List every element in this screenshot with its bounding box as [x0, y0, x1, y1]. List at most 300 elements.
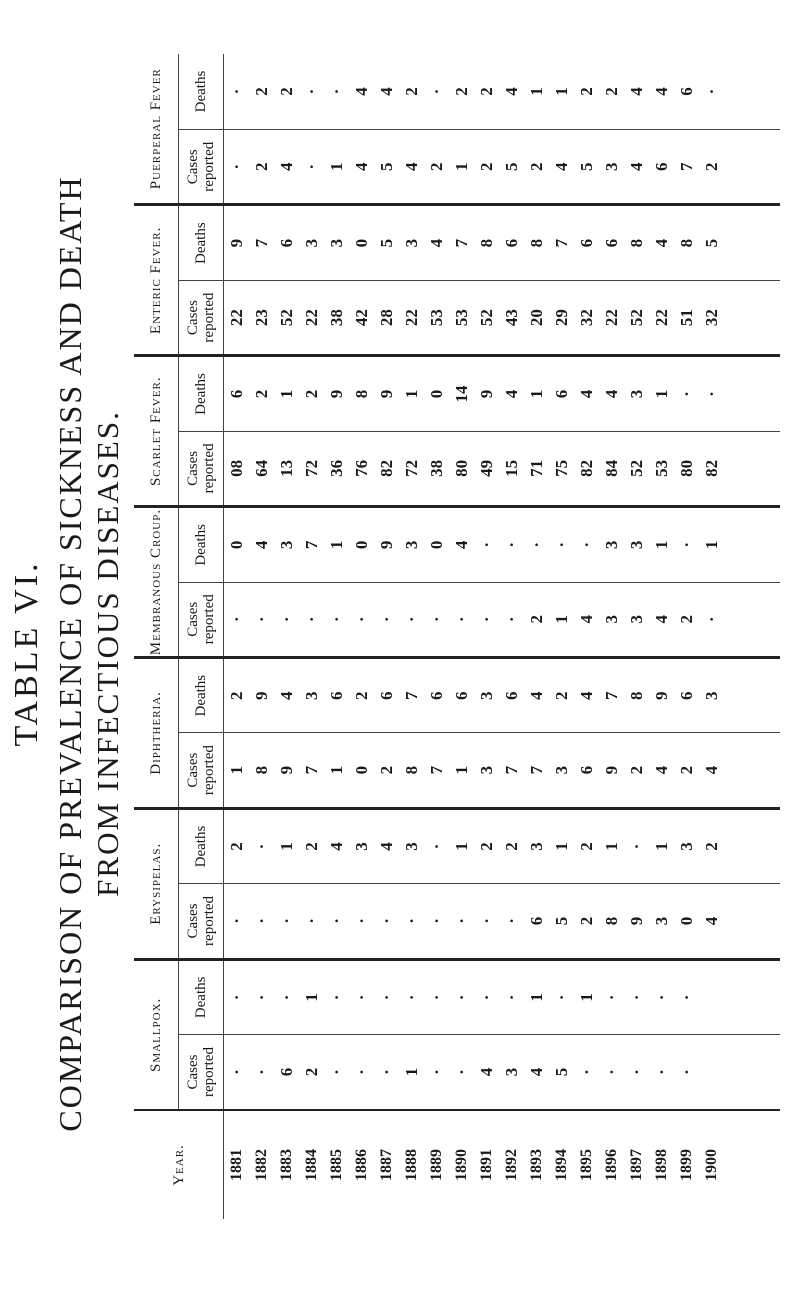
table-cell: 2 [702, 842, 721, 851]
table-cell: 2 [477, 162, 496, 171]
table-cell: 6 [577, 238, 596, 248]
table-cell: 6 [277, 238, 296, 248]
disease-header-enteric: Enteric Fever. [134, 205, 179, 356]
table-cell: 7 [402, 691, 421, 700]
table-cell: 0 [677, 916, 696, 926]
table-cell: 6 [427, 691, 446, 700]
table-cell: · [352, 918, 371, 924]
table-cell: 3 [677, 842, 696, 851]
table-cell: · [477, 542, 496, 548]
table-cell: 5 [577, 162, 596, 171]
table-cell: 2 [377, 765, 396, 775]
table-cell: · [252, 843, 271, 850]
table-cell: 7 [252, 238, 271, 248]
table-cell: 4 [477, 1067, 496, 1077]
scarlet-deaths [224, 356, 781, 431]
table-cell: · [677, 542, 696, 548]
table-cell: 0 [352, 238, 371, 248]
table-cell: 1 [602, 842, 621, 851]
table-cell: 32 [577, 309, 596, 327]
table-cell: 4 [527, 1067, 546, 1077]
title-block [0, 0, 130, 1307]
table-cell: · [477, 616, 496, 623]
year-column [224, 1110, 781, 1219]
table-cell: · [252, 918, 271, 924]
table-cell: · [227, 1069, 246, 1075]
table-cell: 4 [527, 691, 546, 700]
table-cell: 1 [327, 162, 346, 171]
table-cell: 1896 [603, 1149, 620, 1181]
table-cell: 1900 [703, 1149, 720, 1181]
table-cell: 4 [702, 765, 721, 775]
table-cell: · [502, 616, 521, 623]
table-cell: 14 [452, 385, 471, 403]
table-cell: 1 [277, 842, 296, 851]
table-cell: 4 [377, 87, 396, 96]
table-cell: 1886 [353, 1149, 370, 1181]
table-cell: · [377, 616, 396, 623]
table-cell: · [427, 88, 446, 95]
table-cell: 4 [402, 162, 421, 171]
table-cell: 7 [502, 765, 521, 775]
table-cell: 64 [252, 459, 271, 477]
table-cell: 1 [302, 993, 321, 1002]
table-cell: 52 [277, 309, 296, 327]
table-cell: 5 [702, 238, 721, 248]
table-cell: · [327, 88, 346, 95]
table-cell: 9 [652, 691, 671, 700]
table-cell: 7 [527, 765, 546, 775]
table-cell: 80 [452, 459, 471, 477]
table-cell: · [552, 542, 571, 548]
table-cell: 4 [502, 389, 521, 399]
table-cell: 52 [627, 309, 646, 327]
deaths-header: Deaths [179, 959, 224, 1034]
smallpox-deaths [224, 959, 781, 1034]
table-cell: · [452, 918, 471, 924]
table-cell: 52 [477, 309, 496, 327]
table-cell: 82 [702, 459, 721, 477]
table-cell: · [677, 1069, 696, 1075]
table-cell: 2 [677, 765, 696, 775]
table-cell: 4 [652, 765, 671, 775]
table-cell: 1 [702, 540, 721, 550]
table-cell: 4 [277, 162, 296, 171]
disease-header-row [134, 54, 179, 1219]
table-cell: 8 [252, 765, 271, 775]
table-cell: 3 [402, 540, 421, 550]
table-cell: 3 [702, 691, 721, 700]
table-cell: 8 [352, 389, 371, 399]
table-cell: 15 [502, 459, 521, 477]
table-cell: 4 [377, 842, 396, 851]
table-cell: 2 [577, 842, 596, 851]
table-cell: 6 [677, 87, 696, 96]
table-cell: 36 [327, 459, 346, 477]
table-cell: 1 [527, 389, 546, 399]
croup-deaths [224, 507, 781, 582]
table-cell: · [277, 918, 296, 924]
table-cell: · [427, 843, 446, 850]
table-cell: 9 [227, 238, 246, 248]
table-cell: 8 [627, 238, 646, 248]
table-cell: · [577, 542, 596, 548]
table-cell: · [627, 843, 646, 850]
table-cell: 9 [477, 389, 496, 399]
table-cell: 8 [677, 238, 696, 248]
table-cell: 22 [402, 309, 421, 327]
table-cell: · [677, 391, 696, 397]
table-cell: 6 [552, 389, 571, 399]
table-cell: 6 [527, 916, 546, 926]
table-cell: 3 [502, 1067, 521, 1077]
table-cell: 4 [602, 389, 621, 399]
puerperal-deaths [224, 54, 781, 130]
table-cell: 2 [427, 162, 446, 171]
sickness-death-table [134, 54, 780, 1219]
table-cell: 3 [402, 238, 421, 248]
table-cell: 4 [427, 238, 446, 248]
table-cell: 1 [277, 389, 296, 399]
table-cell: 22 [302, 309, 321, 327]
table-cell: 4 [702, 916, 721, 926]
table-cell: · [227, 88, 246, 95]
table-cell: · [327, 1069, 346, 1075]
table-cell: 0 [352, 540, 371, 550]
table-cell: 3 [652, 916, 671, 926]
table-cell: 1890 [453, 1149, 470, 1181]
disease-header-smallpox: Smallpox. [134, 959, 179, 1110]
table-cell: 3 [602, 540, 621, 550]
smallpox-cases [224, 1035, 781, 1110]
table-cell: 1883 [278, 1149, 295, 1181]
table-cell: 53 [652, 459, 671, 477]
table-cell: · [352, 616, 371, 623]
table-cell: 29 [552, 309, 571, 327]
table-cell: 6 [327, 691, 346, 700]
table-cell: 3 [352, 842, 371, 851]
table-cell: 5 [552, 1067, 571, 1077]
table-cell: 4 [452, 540, 471, 550]
table-cell: 3 [627, 615, 646, 624]
table-cell: 2 [277, 87, 296, 96]
table-cell: 1 [652, 842, 671, 851]
table-cell: 2 [252, 87, 271, 96]
table-cell: 5 [502, 162, 521, 171]
table-cell: 5 [377, 238, 396, 248]
table-cell: · [527, 542, 546, 548]
disease-header-scarlet: Scarlet Fever. [134, 356, 179, 507]
table-cell: 42 [352, 309, 371, 327]
table-cell: 2 [702, 162, 721, 171]
table-cell: 1891 [478, 1149, 495, 1181]
enteric-cases [224, 280, 781, 355]
table-cell: 7 [602, 691, 621, 700]
deaths-header: Deaths [179, 54, 224, 130]
table-cell: · [702, 391, 721, 397]
table-cell: 1882 [253, 1149, 270, 1181]
table-cell: 4 [277, 691, 296, 700]
cases-header: Cases reported [179, 280, 224, 355]
table-cell: · [302, 918, 321, 924]
table-cell: 23 [252, 309, 271, 327]
table-cell: 2 [577, 87, 596, 96]
title-line-2: FROM INFECTIOUS DISEASES. [90, 410, 125, 897]
table-cell: 4 [252, 540, 271, 550]
table-cell: · [502, 542, 521, 548]
table-cell: 9 [277, 765, 296, 775]
disease-header-erysipelas: Erysipelas. [134, 808, 179, 959]
table-cell: · [252, 994, 271, 1001]
table-cell: 72 [402, 459, 421, 477]
table-cell: 4 [577, 389, 596, 399]
table-cell: · [627, 994, 646, 1001]
table-cell: 51 [677, 309, 696, 327]
table-cell: · [452, 616, 471, 623]
table-cell: 4 [577, 691, 596, 700]
table-cell: 4 [552, 162, 571, 171]
table-cell: 5 [552, 916, 571, 926]
table-cell: 22 [602, 309, 621, 327]
table-cell: 0 [427, 389, 446, 399]
table-cell: 3 [477, 765, 496, 775]
table-cell: 80 [677, 459, 696, 477]
table-cell: 2 [502, 842, 521, 851]
table-cell: · [602, 994, 621, 1001]
table-cell: 1 [452, 162, 471, 171]
table-cell: 1 [552, 842, 571, 851]
table-cell: 4 [652, 615, 671, 624]
table-cell: 32 [702, 309, 721, 327]
table-cell: · [502, 994, 521, 1001]
table-cell: 6 [227, 389, 246, 399]
table-cell: 3 [552, 765, 571, 775]
disease-header-puerperal: Puerperal Fever [134, 54, 179, 205]
table-cell: 7 [302, 765, 321, 775]
table-cell: 9 [377, 540, 396, 550]
table-cell: 43 [502, 309, 521, 327]
table-cell: 1 [402, 389, 421, 399]
table-cell: 49 [477, 459, 496, 477]
enteric-deaths [224, 205, 781, 280]
table-cell: · [427, 616, 446, 623]
deaths-header: Deaths [179, 657, 224, 732]
table-cell: · [552, 994, 571, 1001]
table-cell: 1 [452, 765, 471, 775]
table-cell: · [377, 918, 396, 924]
table-cell: 1894 [553, 1149, 570, 1181]
table-cell: 6 [377, 691, 396, 700]
table-cell: 2 [252, 162, 271, 171]
table-cell: 2 [302, 1067, 321, 1077]
table-cell: 1 [577, 993, 596, 1002]
table-cell: 2 [477, 842, 496, 851]
table-cell: · [302, 88, 321, 95]
table-cell: 1 [652, 389, 671, 399]
table-cell: 38 [327, 309, 346, 327]
erysipelas-deaths [224, 808, 781, 883]
table-cell: 2 [452, 87, 471, 96]
table-cell: 6 [602, 238, 621, 248]
table-cell: · [627, 1069, 646, 1075]
table-cell: 4 [352, 87, 371, 96]
table-cell: 22 [227, 309, 246, 327]
table-cell: 1 [527, 993, 546, 1002]
diphtheria-deaths [224, 657, 781, 732]
table-cell: · [277, 994, 296, 1001]
table-cell: 1 [552, 615, 571, 624]
table-cell: · [227, 163, 246, 170]
table-cell: 4 [577, 615, 596, 624]
table-cell: 38 [427, 459, 446, 477]
cases-header: Cases reported [179, 431, 224, 506]
table-cell: 1 [652, 540, 671, 550]
table-cell: 2 [602, 87, 621, 96]
year-header: Year. [134, 1110, 224, 1219]
cases-header: Cases reported [179, 582, 224, 657]
table-cell: 2 [627, 765, 646, 775]
cases-header: Cases reported [179, 884, 224, 959]
table-cell: 7 [427, 765, 446, 775]
table-cell: 53 [452, 309, 471, 327]
table-cell: 53 [427, 309, 446, 327]
croup-cases [224, 582, 781, 657]
table-cell: 7 [677, 162, 696, 171]
table-cell: 20 [527, 309, 546, 327]
table-cell: 3 [602, 162, 621, 171]
table-cell: 1885 [328, 1149, 345, 1181]
table-cell: 0 [227, 540, 246, 550]
table-cell: 3 [602, 615, 621, 624]
table-cell: 9 [327, 389, 346, 399]
table-cell: 4 [327, 842, 346, 851]
data-row [224, 54, 781, 1219]
table-cell: 8 [402, 765, 421, 775]
table-cell: · [452, 994, 471, 1001]
table-cell: 0 [427, 540, 446, 550]
table-cell: 6 [652, 162, 671, 171]
deaths-header: Deaths [179, 205, 224, 280]
table-cell: 2 [227, 842, 246, 851]
table-cell: 8 [627, 691, 646, 700]
scarlet-cases [224, 431, 781, 506]
table-cell: · [702, 88, 721, 95]
table-cell: 9 [252, 691, 271, 700]
table-cell: 1898 [653, 1149, 670, 1181]
table-cell: · [427, 918, 446, 924]
table-cell: 3 [302, 238, 321, 248]
table-cell: 4 [627, 162, 646, 171]
table-cell: · [602, 1069, 621, 1075]
table-cell: 4 [652, 87, 671, 96]
table-cell: 2 [252, 389, 271, 399]
erysipelas-cases [224, 884, 781, 959]
table-cell: 2 [477, 87, 496, 96]
table-cell: 76 [352, 459, 371, 477]
table-cell: 8 [477, 238, 496, 248]
table-cell: 9 [377, 389, 396, 399]
table-cell: 3 [527, 842, 546, 851]
table-cell: · [652, 994, 671, 1001]
table-cell: · [377, 994, 396, 1001]
table-cell: 5 [377, 162, 396, 171]
cases-header: Cases reported [179, 130, 224, 205]
table-cell: · [427, 1069, 446, 1075]
table-cell: 8 [527, 238, 546, 248]
table-cell: 1 [327, 540, 346, 550]
cases-header: Cases reported [179, 733, 224, 808]
table-cell: 6 [502, 238, 521, 248]
title-line-1: COMPARISON OF PREVALENCE OF SICKNESS AND DEATH [52, 175, 88, 1132]
table-cell: 1895 [578, 1149, 595, 1181]
table-cell: 52 [627, 459, 646, 477]
table-cell: · [352, 1069, 371, 1075]
disease-header-diphtheria: Diphtheria. [134, 657, 179, 808]
table-cell: 72 [302, 459, 321, 477]
table-cell: 2 [527, 162, 546, 171]
table-cell: 3 [402, 842, 421, 851]
table-cell: 22 [652, 309, 671, 327]
table-cell: 1899 [678, 1149, 695, 1181]
table-cell: 6 [452, 691, 471, 700]
disease-header-croup: Membranous Croup. [134, 507, 179, 658]
table-cell: · [702, 616, 721, 623]
puerperal-cases [224, 130, 781, 205]
table-cell: 71 [527, 459, 546, 477]
table-cell: 9 [602, 765, 621, 775]
table-cell: · [402, 994, 421, 1001]
table-cell: · [652, 1069, 671, 1075]
table-cell: · [327, 616, 346, 623]
table-cell: · [277, 616, 296, 623]
table-cell: · [502, 918, 521, 924]
table-cell: 9 [627, 916, 646, 926]
table-cell: 3 [327, 238, 346, 248]
table-cell: 1 [452, 842, 471, 851]
table-cell: · [302, 163, 321, 170]
deaths-header: Deaths [179, 808, 224, 883]
table-cell: 4 [652, 238, 671, 248]
table-cell: 0 [352, 765, 371, 775]
table-cell: 3 [277, 540, 296, 550]
table-cell: 28 [377, 309, 396, 327]
table-cell: 1888 [403, 1149, 420, 1181]
table-cell: 3 [477, 691, 496, 700]
table-cell: 75 [552, 459, 571, 477]
table-cell: 2 [527, 615, 546, 624]
table-cell: · [327, 994, 346, 1001]
table-cell: 2 [302, 842, 321, 851]
table-cell: · [252, 1069, 271, 1075]
table-cell: · [227, 616, 246, 623]
table-cell: 6 [677, 691, 696, 700]
table-cell: · [302, 616, 321, 623]
table-cell: · [227, 994, 246, 1001]
table-cell: 82 [377, 459, 396, 477]
table-cell: 4 [352, 162, 371, 171]
table-cell: · [377, 1069, 396, 1075]
diphtheria-cases [224, 733, 781, 808]
deaths-header: Deaths [179, 507, 224, 582]
table-cell: 1892 [503, 1149, 520, 1181]
table-cell: 7 [302, 540, 321, 550]
table-cell: 2 [227, 691, 246, 700]
table-cell: 3 [627, 540, 646, 550]
table-cell: 1884 [303, 1149, 320, 1181]
table-cell: · [452, 1069, 471, 1075]
table-cell: 1 [552, 87, 571, 96]
table-cell: 84 [602, 459, 621, 477]
